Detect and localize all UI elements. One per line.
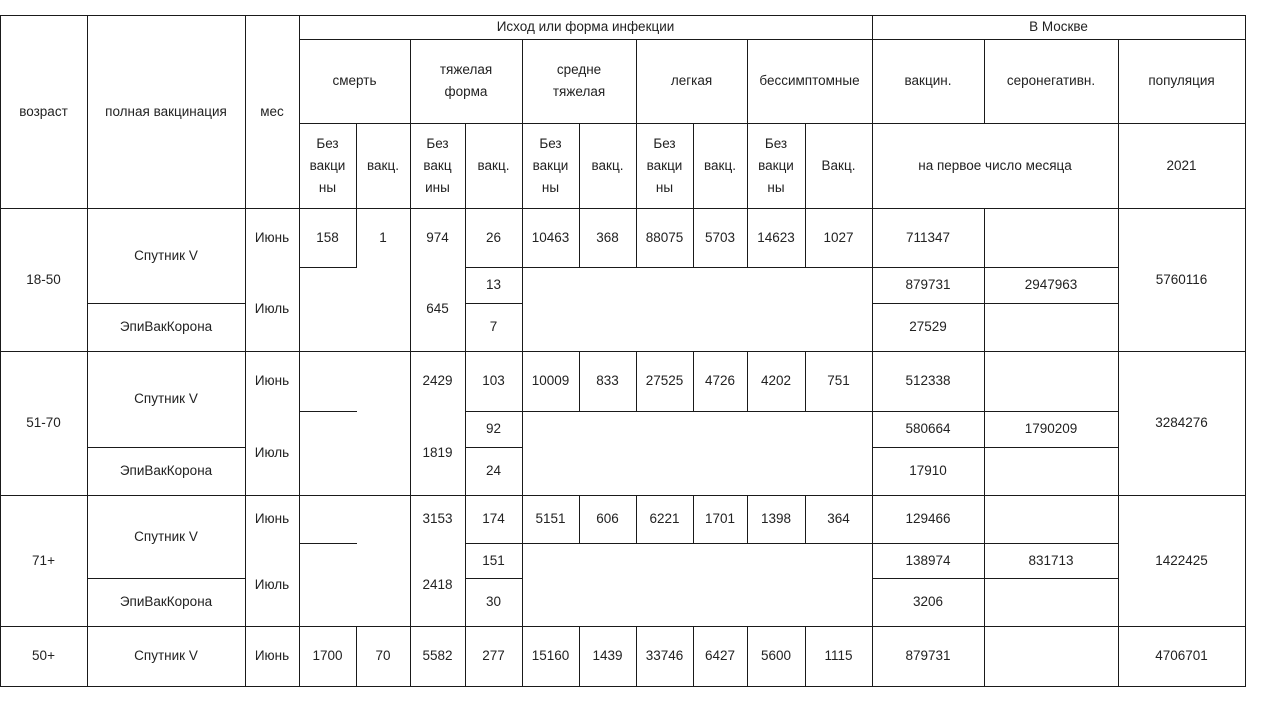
first-of-month-subheader: на первое число месяца	[918, 157, 1072, 173]
summary-population-cell: 4706701	[1155, 648, 1208, 663]
vaccine-epivac-cell: ЭпиВакКорона	[119, 594, 213, 609]
summary-vaccinated-cell: 879731	[905, 648, 951, 663]
mild-unvax-subheader-line: Без	[653, 135, 676, 151]
vaccinated-sputnik-july-cell: 580664	[905, 421, 951, 436]
vaccinated-sputnik-july-cell: 138974	[905, 552, 951, 568]
population-header: популяция	[1148, 73, 1215, 88]
age-group-cell: 71+	[32, 552, 55, 568]
summary-age-cell: 50+	[32, 648, 55, 663]
moderate-vax-subheader: вакц.	[591, 157, 624, 173]
month-july-cell: Июль	[254, 576, 290, 592]
summary-mild-unvax-cell: 33746	[645, 648, 684, 663]
asym-unvax-subheader	[747, 123, 805, 208]
population-cell: 1422425	[1155, 552, 1208, 568]
moderate-vax-cell: 368	[596, 229, 619, 245]
mild-unvax-cell: 27525	[645, 373, 684, 388]
month-july-cell: Июль	[254, 445, 290, 460]
severe-unvax-subheader-line: ины	[425, 179, 450, 195]
summary-severe-unvax-cell: 5582	[422, 648, 453, 663]
asym-vax-cell: 751	[827, 373, 850, 388]
asym-vax-cell: 1027	[823, 229, 854, 245]
severe-unvax-july-cell: 645	[426, 301, 449, 316]
moderate-unvax-subheader-line: Без	[539, 135, 562, 151]
severe-header-line: форма	[444, 84, 488, 99]
death-vax-subheader: вакц.	[367, 157, 399, 173]
seronegative-cell: 2947963	[1024, 277, 1078, 292]
summary-severe-vax-cell: 277	[482, 648, 505, 663]
month-june-cell: Июнь	[254, 373, 290, 388]
vaccine-sputnik-cell: Спутник V	[134, 247, 198, 263]
severe-unvax-cell: 3153	[422, 511, 453, 526]
month-july-cell: Июль	[254, 301, 290, 316]
moderate-unvax-cell: 5151	[535, 511, 566, 526]
mild-vax-cell: 5703	[704, 229, 736, 245]
moderate-unvax-subheader-line: ны	[541, 179, 560, 195]
outcome-group-header: Исход или форма инфекции	[496, 19, 675, 34]
moscow-group-header: В Москве	[1029, 19, 1088, 34]
summary-moderate-unvax-cell: 15160	[531, 648, 570, 663]
asymptomatic-header: бессимптомные	[759, 73, 860, 88]
asym-unvax-cell: 4202	[760, 373, 792, 388]
moderate-unvax-cell: 10009	[531, 373, 570, 388]
vaccinated-epivac-july-cell: 27529	[909, 319, 947, 334]
moderate-vax-cell: 833	[596, 373, 619, 388]
mild-unvax-cell: 6221	[649, 511, 680, 526]
moderate-header-line: тяжелая	[552, 84, 606, 99]
death-vax-cell: 1	[379, 229, 387, 245]
vaccine-sputnik-cell: Спутник V	[134, 391, 198, 406]
moderate-header-line: средне	[556, 62, 602, 77]
moderate-vax-cell: 606	[596, 511, 619, 526]
severe-vax-cell: 26	[485, 229, 502, 245]
full-vaccination-header: полная вакцинация	[105, 103, 227, 119]
severe-unvax-july-cell: 2418	[422, 576, 453, 592]
asym-unvax-subheader-line: вакци	[758, 157, 794, 173]
severe-vax-epivac-july-cell: 30	[485, 594, 502, 609]
death-unvax-subheader-line: Без	[316, 135, 339, 151]
vaccinated-sputnik-july-cell: 879731	[905, 277, 951, 292]
severe-vax-sputnik-july-cell: 13	[485, 277, 502, 292]
severe-header-line: тяжелая	[439, 62, 493, 77]
seronegative-header: серонегативн.	[1006, 73, 1096, 88]
vaccine-epivac-cell: ЭпиВакКорона	[119, 463, 213, 478]
death-unvax-subheader	[299, 123, 356, 208]
vaccinated-epivac-july-cell: 17910	[909, 463, 947, 478]
severe-unvax-subheader	[410, 123, 465, 208]
severe-vax-subheader: вакц.	[477, 157, 510, 173]
moderate-unvax-cell: 10463	[531, 229, 570, 245]
vaccinated-cell: 512338	[905, 373, 951, 388]
mild-header: легкая	[670, 73, 713, 88]
mild-unvax-subheader-line: ны	[655, 179, 674, 195]
seronegative-cell: 1790209	[1024, 421, 1078, 436]
severe-unvax-cell: 974	[426, 229, 449, 245]
vaccinated-cell: 711347	[905, 229, 951, 245]
vaccine-sputnik-cell: Спутник V	[134, 528, 198, 544]
death-unvax-subheader-line: ны	[318, 179, 337, 195]
vaccinated-cell: 129466	[905, 511, 951, 526]
summary-vaccine-cell: Спутник V	[134, 648, 198, 663]
summary-mild-vax-cell: 6427	[704, 648, 736, 663]
severe-unvax-subheader-line: Без	[426, 135, 449, 151]
death-header: смерть	[332, 73, 377, 88]
mild-vax-subheader: вакц.	[704, 157, 736, 173]
asym-unvax-subheader-line: Без	[764, 135, 788, 151]
asym-unvax-cell: 14623	[757, 229, 795, 245]
month-header: мес	[260, 103, 284, 119]
mild-unvax-cell: 88075	[645, 229, 684, 245]
age-group-cell: 18-50	[26, 271, 61, 287]
vaccine-epivac-cell: ЭпиВакКорона	[119, 319, 213, 334]
severe-vax-epivac-july-cell: 24	[485, 463, 502, 478]
asym-unvax-subheader-line: ны	[767, 179, 785, 195]
severe-vax-cell: 174	[482, 511, 505, 526]
severe-header	[410, 39, 522, 123]
month-june-cell: Июнь	[254, 229, 290, 245]
severe-vax-sputnik-july-cell: 92	[485, 421, 502, 436]
mild-unvax-subheader-line: вакци	[646, 157, 683, 173]
population-cell: 5760116	[1155, 271, 1208, 287]
vaccinated-header: вакцин.	[904, 73, 952, 88]
age-group-cell: 51-70	[26, 415, 61, 430]
severe-vax-sputnik-july-cell: 151	[482, 552, 505, 568]
year-subheader: 2021	[1166, 157, 1197, 173]
asym-unvax-cell: 1398	[760, 511, 792, 526]
severe-vax-cell: 103	[482, 373, 505, 388]
moderate-unvax-subheader	[522, 123, 579, 208]
severe-unvax-july-cell: 1819	[422, 445, 453, 460]
month-june-cell: Июнь	[254, 511, 290, 526]
vaccination-outcomes-table	[0, 15, 1246, 687]
severe-vax-epivac-july-cell: 7	[489, 319, 498, 334]
asym-vax-cell: 364	[827, 511, 850, 526]
death-unvax-subheader-line: вакци	[309, 157, 346, 173]
mild-unvax-subheader	[636, 123, 693, 208]
moderate-unvax-subheader-line: вакци	[532, 157, 569, 173]
vaccinated-epivac-july-cell: 3206	[912, 594, 944, 609]
summary-asym-unvax-cell: 5600	[760, 648, 792, 663]
asym-vax-subheader: Вакц.	[821, 157, 856, 173]
summary-death-unvax-cell: 1700	[312, 648, 343, 663]
mild-vax-cell: 1701	[704, 511, 736, 526]
seronegative-cell: 831713	[1028, 552, 1074, 568]
summary-month-cell: Июнь	[254, 648, 290, 663]
population-cell: 3284276	[1155, 415, 1208, 430]
summary-moderate-vax-cell: 1439	[592, 648, 623, 663]
summary-death-vax-cell: 70	[375, 648, 391, 663]
summary-asym-vax-cell: 1115	[824, 648, 853, 663]
moderate-header	[522, 39, 636, 123]
severe-unvax-subheader-line: вакц	[423, 157, 452, 173]
age-header: возраст	[19, 103, 68, 119]
mild-vax-cell: 4726	[704, 373, 736, 388]
death-unvax-cell: 158	[316, 229, 339, 245]
severe-unvax-cell: 2429	[422, 373, 453, 388]
